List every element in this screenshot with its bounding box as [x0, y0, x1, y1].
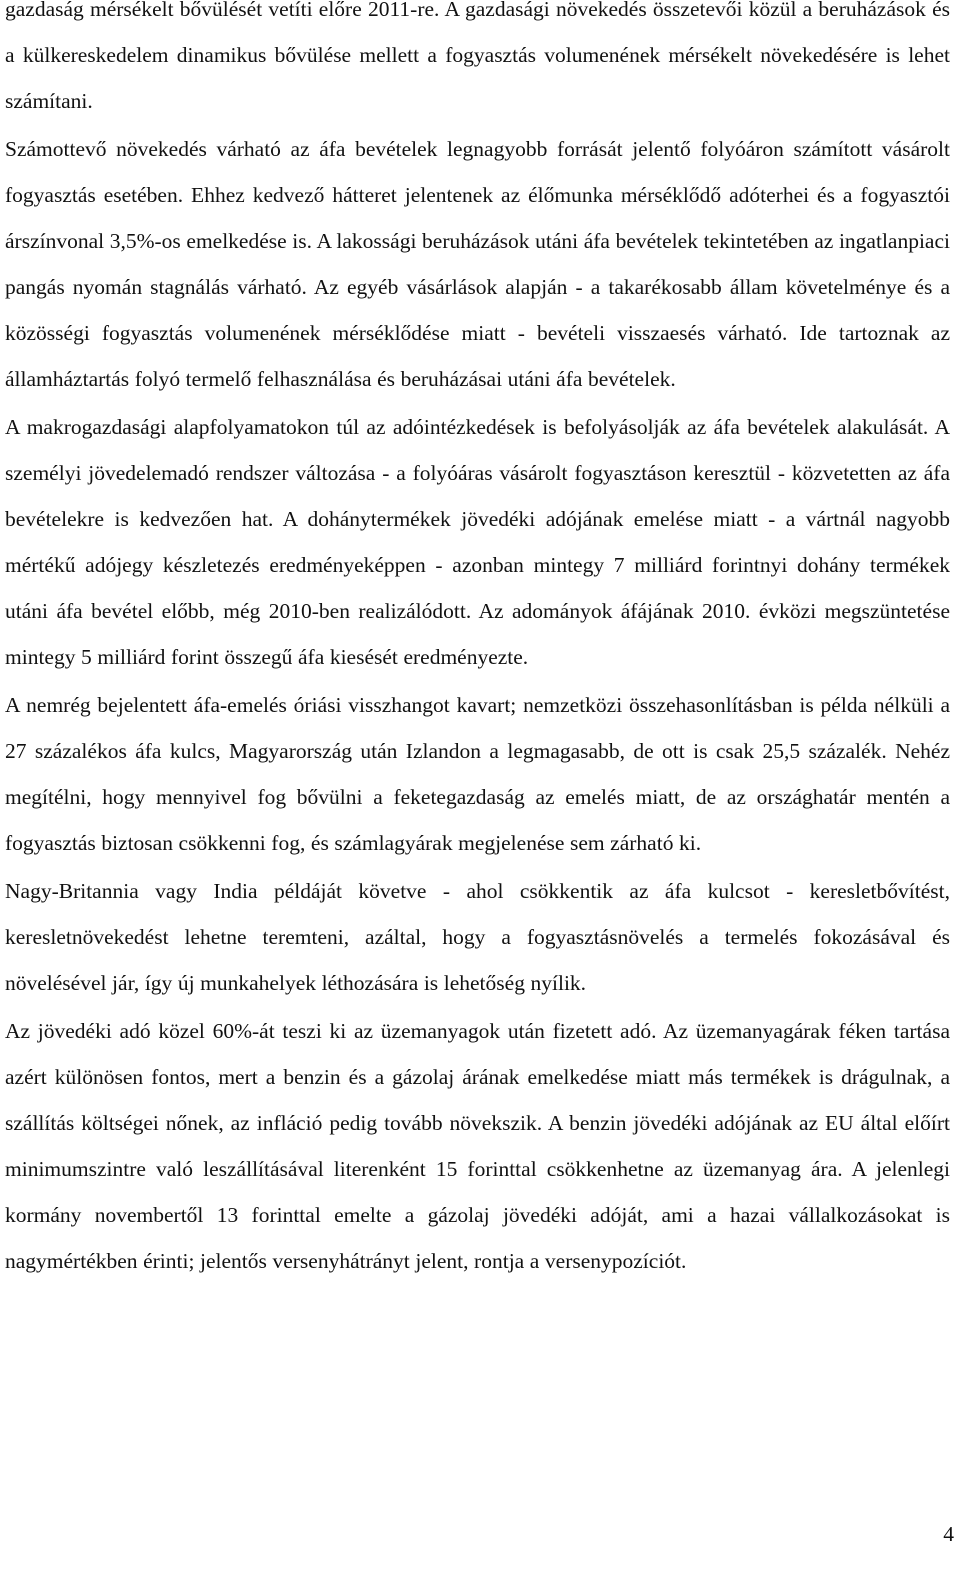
paragraph-6: Az jövedéki adó közel 60%-át teszi ki az üzemanyagok után fizetett adó. Az üzemanyagárak féken tartása azért különösen fontos, mert a benzin és a gázolaj árának emelkedése miatt más termékek is drágulnak, a szállítás költségei nőnek, az infláció pedig tovább növekszik. A benzin jövedéki adójának az EU által előírt minimumszintre való leszállításával literenként 15 forinttal csökkenhetne az üzemanyag ára. A jelenlegi kormány novembertől 13 forinttal emelte a gázolaj jövedéki adóját, ami a hazai vállalkozásokat is nagymértékben érinti; jelentős versenyhátrányt jelent, rontja a versenypozíciót. — [5, 1019, 950, 1273]
paragraph-3: A makrogazdasági alapfolyamatokon túl az adóintézkedések is befolyásolják az áfa bevételek alakulását. A személyi jövedelemadó rendszer változása - a folyóáras vásárolt fogyasztáson keresztül - közvetetten az áfa bevételekre is kedvezően hat. A dohánytermékek jövedéki adójának emelése miatt - a vártnál nagyobb mértékű adójegy készletezés eredményeképpen - azonban mintegy 7 milliárd forintnyi dohány termékek utáni áfa bevétel előbb, még 2010-ben realizálódott. Az adományok áfájának 2010. évközi megszüntetése mintegy 5 milliárd forint összegű áfa kiesését eredményezte. — [5, 415, 950, 669]
document-page — [5, 0, 950, 1286]
paragraph-4: A nemrég bejelentett áfa-emelés óriási visszhangot kavart; nemzetközi összehasonlításban is példa nélküli a 27 százalékos áfa kulcs, Magyarország után Izlandon a legmagasabb, de ott is csak 25,5 százalék. Nehéz megítélni, hogy mennyivel fog bővülni a feketegazdaság az emelés miatt, de az országhatár mentén a fogyasztás biztosan csökkenni fog, és számlagyárak megjelenése sem zárható ki. — [5, 693, 950, 855]
paragraph-5: Nagy-Britannia vagy India példáját követve - ahol csökkentik az áfa kulcsot - keresletbővítést, keresletnövekedést lehetne teremteni, azáltal, hogy a fogyasztásnövelés a termelés fokozásával és növelésével jár, így új munkahelyek léthozására is lehetőség nyílik. — [5, 879, 950, 995]
paragraph-1: gazdaság mérsékelt bővülését vetíti előre 2011-re. A gazdasági növekedés összetevői közül a beruházások és a külkereskedelem dinamikus bővülése mellett a fogyasztás volumenének mérsékelt növekedésére is lehet számítani. — [5, 0, 950, 113]
paragraph-2: Számottevő növekedés várható az áfa bevételek legnagyobb forrását jelentő folyóáron számított vásárolt fogyasztás esetében. Ehhez kedvező hátteret jelentenek az élőmunka mérséklődő adóterhei és a fogyasztói árszínvonal 3,5%-os emelkedése is. A lakossági beruházások utáni áfa bevételek tekintetében az ingatlanpiaci pangás nyomán stagnálás várható. Az egyéb vásárlások alapján - a takarékosabb állam követelménye és a közösségi fogyasztás volumenének mérséklődése miatt - bevételi visszaesés várható. Ide tartoznak az államháztartás folyó termelő felhasználása és beruházásai utáni áfa bevételek. — [5, 137, 950, 391]
page-number: 4 — [943, 1522, 954, 1546]
